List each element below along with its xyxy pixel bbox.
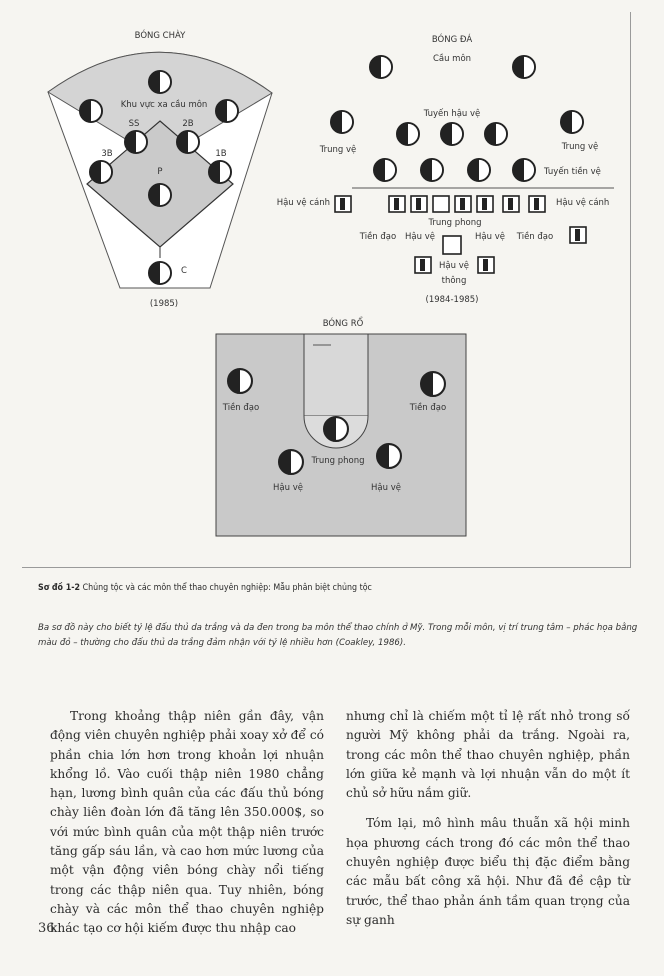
baseball-year: (1985) xyxy=(149,299,179,309)
label-3b: 3B xyxy=(101,149,113,159)
bb-guard-right-label: Hậu vệ xyxy=(371,483,401,493)
forward-right-label: Tiền đạo xyxy=(516,232,554,242)
player-marker xyxy=(228,369,252,393)
player-marker xyxy=(324,417,348,441)
wr-right-label: Hậu vệ cánh xyxy=(556,198,610,208)
linebacker-label: Tuyến hậu vệ xyxy=(423,109,481,119)
football-title: BÓNG ĐÁ xyxy=(431,35,473,45)
safety-left-label: Trung vệ xyxy=(319,145,357,155)
player-marker xyxy=(397,123,419,145)
player-marker xyxy=(90,161,112,183)
player-marker xyxy=(377,444,401,468)
basketball-diagram xyxy=(216,316,466,536)
player-marker xyxy=(441,123,463,145)
player-marker xyxy=(149,262,171,284)
player-marker xyxy=(149,71,171,93)
wr-left-label: Hậu vệ cánh xyxy=(276,198,330,208)
paragraph: Tóm lại, mô hình mâu thuẫn xã hội minh họa phương cách trong đó các môn thể thao chuyên nghiệp được biểu thị đặc điểm bằng các mẫu bất công xã hội. Như đã đề cập từ trước, thể thao phản ánh tầm quan trọng của sự ganh xyxy=(346,816,630,927)
safety-right-label: Trung vệ xyxy=(561,142,599,152)
player-marker xyxy=(149,184,171,206)
bb-guard-left-label: Hậu vệ xyxy=(273,483,303,493)
paragraph: Trong khoảng thập niên gần đây, vận động viên chuyên nghiệp phải xoay xở để có phần chia lớn hơn trong khoản lợi nhuận khổng lồ. Vào cuối thập niên 1980 chẳng hạn, lương bình quân của các đấu thủ bóng chày liên đoàn lớn đã tăng lên 350.000$, so với mức bình quân của một thập niên trước tăng gấp sáu lần, và cao hơn mức lương của một vận động viên bóng chày nổi tiếng trong các thập niên qua. Tuy nhiên, bóng chày và các môn thể thao chuyên nghiệp khác tạo cơ hội kiếm được thu nhập cao xyxy=(50,709,324,936)
basketball-key xyxy=(304,334,368,416)
page-number: 36 xyxy=(38,921,55,936)
body-column-right xyxy=(346,707,630,930)
player-marker xyxy=(331,111,353,133)
player-marker xyxy=(513,56,535,78)
label-2b: 2B xyxy=(182,119,194,129)
bb-forward-right-label: Tiền đạo xyxy=(409,403,447,413)
player-marker xyxy=(209,161,231,183)
player-marker xyxy=(468,159,490,181)
defensive-line-label: Tuyến tiền vệ xyxy=(544,167,601,177)
guard-left-label: Hậu vệ xyxy=(405,232,435,242)
paragraph: nhưng chỉ là chiếm một tỉ lệ rất nhỏ trong số người Mỹ không phải da trắng. Ngoài ra, trong các môn thể thao chuyên nghiệp, phần lớn giữa kẻ mạnh và lợi nhuận vẫn do một ít chủ sở hữu nắm giữ. xyxy=(346,709,630,801)
player-marker xyxy=(421,159,443,181)
football-goal-label: Cầu môn xyxy=(432,54,472,64)
player-marker xyxy=(374,159,396,181)
baseball-title: BÓNG CHÀY xyxy=(134,31,186,41)
guard-right-label: Hậu vệ xyxy=(475,232,505,242)
label-ss: SS xyxy=(128,119,140,129)
player-marker xyxy=(421,372,445,396)
label-c: C xyxy=(181,266,187,276)
football-year: (1984-1985) xyxy=(425,295,479,305)
player-marker xyxy=(125,131,147,153)
label-1b: 1B xyxy=(215,149,227,159)
player-marker xyxy=(177,131,199,153)
quarterback-label-line2: thông xyxy=(441,276,467,286)
figure-caption xyxy=(38,583,638,593)
figure-note: Ba sơ đồ này cho biết tỷ lệ đấu thủ da trắng và da đen trong ba môn thể thao chính ở Mỹ. Trong mỗi môn, vị trí trung tâm – phác họa bằng màu đỏ – thường cho đấu thủ da trắng đảm nhận với tỷ lệ nhiều hơn (Coakley, 1986). xyxy=(38,623,638,648)
football-diagram xyxy=(277,33,614,305)
player-marker xyxy=(279,450,303,474)
figure-caption-text: Chủng tộc và các môn thể thao chuyên nghiệp: Mẫu phân biệt chủng tộc xyxy=(80,583,372,593)
bb-center-label: Trung phong xyxy=(311,456,365,466)
center-label: Trung phong xyxy=(428,218,482,228)
label-p: P xyxy=(157,167,163,177)
basketball-title: BÓNG RỔ xyxy=(322,319,364,329)
body-column-left xyxy=(50,707,324,939)
forward-left-label: Tiền đạo xyxy=(359,232,397,242)
player-marker xyxy=(485,123,507,145)
bb-forward-left-label: Tiền đạo xyxy=(222,403,260,413)
baseball-outfield-label: Khu vực xa cầu môn xyxy=(120,100,208,110)
figure-number: Sơ đồ 1-2 xyxy=(38,583,81,593)
quarterback-label-line1: Hậu vệ xyxy=(439,261,469,271)
player-marker xyxy=(216,100,238,122)
player-marker xyxy=(513,159,535,181)
baseball-diagram xyxy=(48,29,272,309)
player-marker xyxy=(561,111,583,133)
player-marker xyxy=(80,100,102,122)
player-marker xyxy=(370,56,392,78)
